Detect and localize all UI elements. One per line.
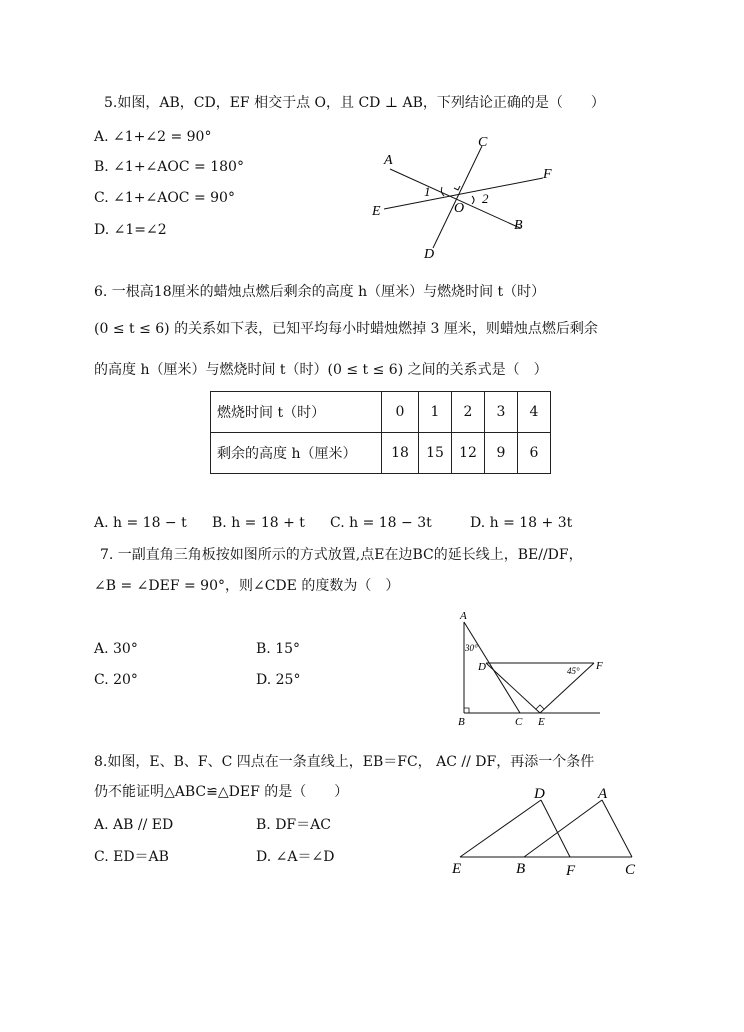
q6-option-b[interactable]: B. h = 18 + t xyxy=(212,515,305,531)
line-cd xyxy=(433,146,482,248)
side-ba xyxy=(524,800,602,857)
table-cell: 0 xyxy=(382,392,419,433)
q6-table xyxy=(210,391,551,474)
right-angle-mark xyxy=(454,186,460,190)
label-f: F xyxy=(543,167,552,182)
right-angle-b xyxy=(464,708,469,713)
q5-stem: 5.如图，AB，CD，EF 相交于点 O，且 CD ⊥ AB，下列结论正确的是（ ） xyxy=(104,95,605,111)
q6-stem-line1: 6. 一根高18厘米的蜡烛点燃后剩余的高度 h（厘米）与燃烧时间 t（时） xyxy=(94,284,546,300)
table-cell: 3 xyxy=(485,392,518,433)
label-a: A xyxy=(384,153,393,168)
q8-stem-line1: 8.如图，E、B、F、C 四点在一条直线上，EB＝FC， AC // DF，再添一个条件 xyxy=(94,754,595,770)
table-cell: 15 xyxy=(419,433,452,474)
q8-option-d[interactable]: D. ∠A＝∠D xyxy=(256,849,335,865)
q7-option-d[interactable]: D. 25° xyxy=(256,672,301,688)
q7-option-b[interactable]: B. 15° xyxy=(256,641,301,657)
angle1-arc xyxy=(441,187,444,196)
table-cell: 18 xyxy=(382,433,419,474)
table-row-label: 燃烧时间 t（时） xyxy=(211,392,382,433)
q8-option-b[interactable]: B. DF＝AC xyxy=(256,817,331,833)
q8-stem-line2: 仍不能证明△ABC≌△DEF 的是（ ） xyxy=(94,784,349,800)
side-ac xyxy=(602,800,632,857)
q6-stem-line2: (0 ≤ t ≤ 6) 的关系如下表，已知平均每小时蜡烛燃掉 3 厘米，则蜡烛点燃后剩余 xyxy=(94,321,598,337)
label-o: O xyxy=(454,201,465,216)
label-e: E xyxy=(538,716,545,728)
table-cell: 9 xyxy=(485,433,518,474)
label-b: B xyxy=(514,218,523,233)
right-angle-e xyxy=(536,705,544,709)
q5-option-d[interactable]: D. ∠1=∠2 xyxy=(94,222,167,238)
label-a: A xyxy=(598,786,608,802)
side-ac xyxy=(464,622,520,713)
label-b: B xyxy=(458,716,465,728)
label-angle-2: 2 xyxy=(482,191,489,206)
q7-option-a[interactable]: A. 30° xyxy=(94,641,138,657)
table-cell: 6 xyxy=(518,433,551,474)
label-f: F xyxy=(566,863,576,879)
q7-stem-line2: ∠B = ∠DEF = 90°，则∠CDE 的度数为（ ） xyxy=(94,578,400,594)
q7-stem-line1: 7. 一副直角三角板按如图所示的方式放置,点E在边BC的延长线上，BE//DF， xyxy=(100,547,583,563)
q6-option-a[interactable]: A. h = 18 − t xyxy=(94,515,187,531)
q8-figure xyxy=(440,780,650,890)
side-df xyxy=(541,800,570,857)
label-c: C xyxy=(515,716,523,728)
table-cell: 4 xyxy=(518,392,551,433)
label-e: E xyxy=(372,204,381,219)
label-d: D xyxy=(478,661,486,673)
q5-option-b[interactable]: B. ∠1+∠AOC = 180° xyxy=(94,159,244,175)
q8-option-a[interactable]: A. AB // ED xyxy=(94,817,174,833)
label-c: C xyxy=(478,135,488,150)
label-30: 30° xyxy=(465,643,478,653)
q5-option-c[interactable]: C. ∠1+∠AOC = 90° xyxy=(94,190,235,206)
q7-figure xyxy=(450,606,610,731)
label-b: B xyxy=(516,861,526,877)
label-angle-1: 1 xyxy=(424,184,431,199)
q7-option-c[interactable]: C. 20° xyxy=(94,672,138,688)
label-c: C xyxy=(625,862,636,878)
q6-option-c[interactable]: C. h = 18 − 3t xyxy=(330,515,432,531)
table-row-label: 剩余的高度 h（厘米） xyxy=(211,433,382,474)
side-ed xyxy=(460,800,541,857)
label-d: D xyxy=(534,786,545,802)
q5-figure xyxy=(360,128,570,268)
q6-option-d[interactable]: D. h = 18 + 3t xyxy=(470,515,573,531)
label-e: E xyxy=(452,861,462,877)
angle2-arc xyxy=(472,196,474,204)
table-row xyxy=(211,433,551,474)
label-45: 45° xyxy=(567,666,580,676)
table-row xyxy=(211,392,551,433)
q6-stem-line3: 的高度 h（厘米）与燃烧时间 t（时）(0 ≤ t ≤ 6) 之间的关系式是（ ） xyxy=(94,362,548,378)
table-cell: 2 xyxy=(452,392,485,433)
q5-option-a[interactable]: A. ∠1+∠2 = 90° xyxy=(94,129,212,145)
table-cell: 12 xyxy=(452,433,485,474)
label-d: D xyxy=(424,247,435,262)
q8-option-c[interactable]: C. ED＝AB xyxy=(94,849,169,865)
label-a: A xyxy=(460,610,467,622)
side-de xyxy=(486,663,540,713)
label-f: F xyxy=(596,660,603,672)
line-ab xyxy=(390,169,520,228)
table-cell: 1 xyxy=(419,392,452,433)
